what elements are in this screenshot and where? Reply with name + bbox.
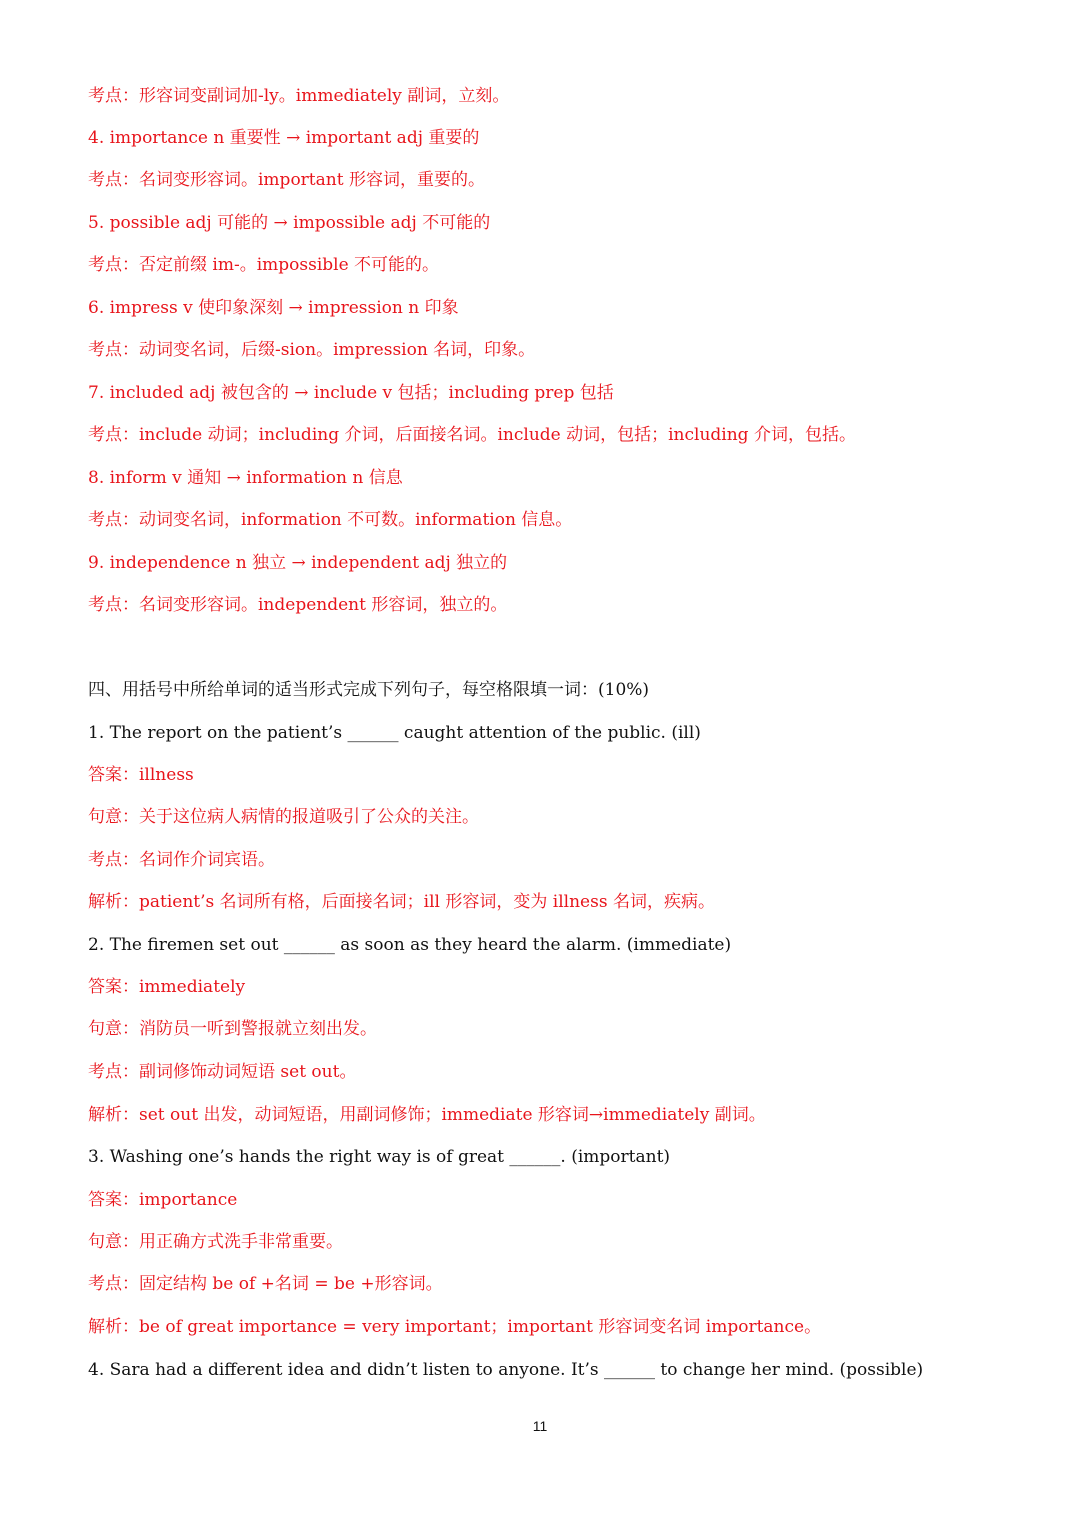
question-sentence: 3. Washing one’s hands the right way is of great ______. (important) — [88, 1147, 671, 1167]
key-point-line: 考点：形容词变副词加-ly。immediately 副词，立刻。 — [88, 86, 510, 106]
page-number: 11 — [532, 1418, 548, 1434]
analysis-line: 解析：set out 出发，动词短语，用副词修饰；immediate 形容词→immediately 副词。 — [88, 1105, 766, 1125]
key-point-line: 考点：否定前缀 im-。impossible 不可能的。 — [88, 255, 440, 275]
meaning-line: 句意：消防员一听到警报就立刻出发。 — [88, 1019, 377, 1039]
word-item: 6. impress v 使印象深刻 → impression n 印象 — [88, 298, 459, 318]
key-point-line: 考点：动词变名词，information 不可数。information 信息。 — [88, 510, 573, 530]
question-sentence: 1. The report on the patient’s ______ caught attention of the public. (ill) — [88, 723, 701, 743]
key-point-line: 考点：include 动词；including 介词，后面接名词。include 动词，包括；including 介词，包括。 — [88, 425, 856, 445]
word-item: 9. independence n 独立 → independent adj 独立的 — [88, 553, 508, 573]
meaning-line: 句意：关于这位病人病情的报道吸引了公众的关注。 — [88, 807, 479, 827]
analysis-line: 解析：be of great importance = very important；important 形容词变名词 importance。 — [88, 1317, 822, 1337]
key-point-line: 考点：固定结构 be of +名词 = be +形容词。 — [88, 1274, 443, 1294]
key-point-line: 考点：副词修饰动词短语 set out。 — [88, 1062, 357, 1082]
answer-line: 答案：immediately — [88, 977, 246, 997]
question-sentence: 2. The firemen set out ______ as soon as they heard the alarm. (immediate) — [88, 935, 732, 955]
word-item: 4. importance n 重要性 → important adj 重要的 — [88, 128, 480, 148]
word-item: 5. possible adj 可能的 → impossible adj 不可能的 — [88, 213, 491, 233]
section-heading: 四、用括号中所给单词的适当形式完成下列句子，每空格限填一词：(10%) — [88, 680, 650, 700]
answer-line: 答案：importance — [88, 1190, 238, 1210]
question-sentence: 4. Sara had a different idea and didn’t listen to anyone. It’s ______ to change her mind. (possible) — [88, 1360, 924, 1380]
key-point-line: 考点：动词变名词，后缀-sion。impression 名词，印象。 — [88, 340, 536, 360]
word-item: 8. inform v 通知 → information n 信息 — [88, 468, 403, 488]
meaning-line: 句意：用正确方式洗手非常重要。 — [88, 1232, 343, 1252]
key-point-line: 考点：名词变形容词。independent 形容词，独立的。 — [88, 595, 508, 615]
key-point-line: 考点：名词作介词宾语。 — [88, 850, 275, 870]
analysis-line: 解析：patient’s 名词所有格，后面接名词；ill 形容词，变为 illness 名词，疾病。 — [88, 892, 715, 912]
key-point-line: 考点：名词变形容词。important 形容词，重要的。 — [88, 170, 485, 190]
answer-line: 答案：illness — [88, 765, 194, 785]
word-item: 7. included adj 被包含的 → include v 包括；including prep 包括 — [88, 383, 614, 403]
